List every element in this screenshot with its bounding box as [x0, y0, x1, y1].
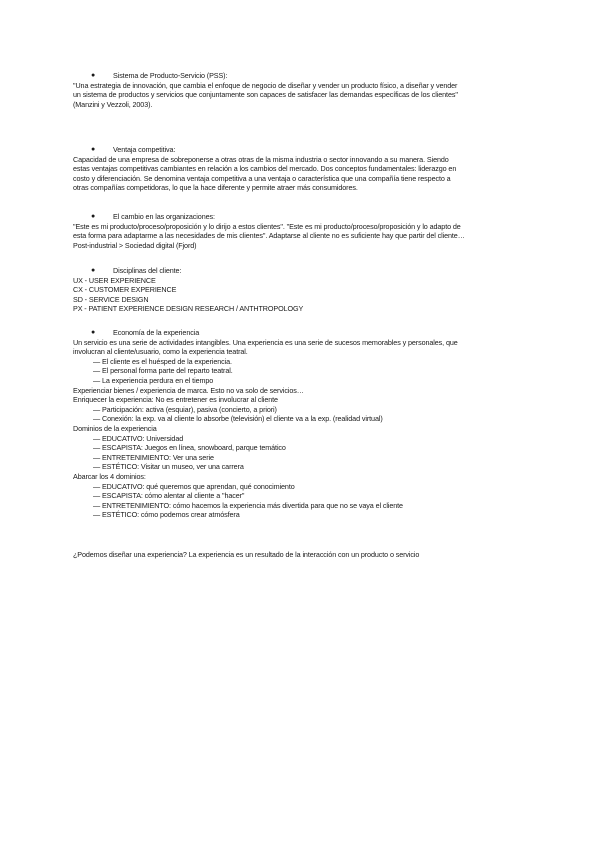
economia-heading: ● Economía de la experiencia: [91, 328, 200, 337]
pss-heading: ● Sistema de Producto-Servicio (PSS):: [91, 71, 228, 80]
enriquecer-heading: Enriquecer la experiencia: No es entretener es involucrar al cliente: [73, 395, 278, 405]
abarcar-heading: Abarcar los 4 dominios:: [73, 471, 146, 481]
pss-line: (Manzini y Vezzoli, 2003).: [73, 99, 153, 109]
final-question: ¿Podemos diseñar una experiencia? La experiencia es un resultado de la interacción con un producto o servicio: [73, 550, 420, 559]
abarcar-item: — EDUCATIVO: qué queremos que aprendan, qué conocimiento: [93, 481, 295, 491]
ventaja-line: costo y diferenciación. Se denomina ventaja competitiva a una ventaja o característica que una compañía tiene respecto a: [73, 173, 451, 183]
economia-marca: Experienciar bienes / experiencia de marca. Esto no va solo de servicios…: [73, 385, 304, 395]
disciplinas-heading: ● Disciplinas del cliente:: [91, 266, 182, 275]
enriquecer-item: — Participación: activa (esquiar), pasiva (concierto, a priori): [93, 404, 277, 414]
abarcar-item: — ESCAPISTA: cómo alentar al cliente a "hacer": [93, 491, 245, 501]
ventaja-line: otras compañías competidoras, lo que la hace diferente y permite atraer más consumidores.: [73, 183, 358, 193]
cambio-heading: ● El cambio en las organizaciones:: [91, 212, 215, 221]
cambio-line: esta forma para adaptarme a las necesidades de mis clientes". Adaptarse al cliente no es suficiente hay que partir del cliente…: [73, 231, 465, 241]
ventaja-line: Capacidad de una empresa de sobreponerse a otras otras de la misma industria o sector innovando a su manera. Siendo: [73, 154, 449, 164]
cambio-line: Post-industrial > Sociedad digital (Fjord): [73, 240, 197, 250]
enriquecer-item: — Conexión: la exp. va al cliente lo absorbe (televisión) el cliente va a la exp. (realidad virtual): [93, 414, 383, 424]
pss-line: "Una estrategia de innovación, que cambia el enfoque de negocio de diseñar y vender un producto físico, a diseñar y vender: [73, 80, 458, 90]
economia-sub-item: — La experiencia perdura en el tiempo: [93, 375, 214, 385]
section-ventaja: [73, 145, 531, 193]
economia-sub-item: — El cliente es el huésped de la experiencia.: [93, 356, 232, 366]
bullet-icon: ●: [91, 72, 96, 79]
bullet-icon: ●: [91, 329, 96, 336]
bullet-icon: ●: [91, 267, 96, 274]
disciplina-item: UX - USER EXPERIENCE: [73, 275, 156, 285]
cambio-line: "Este es mi producto/proceso/proposición y lo dirijo a estos clientes". "Este es mi producto/proceso/proposición y lo adapto de: [73, 221, 461, 231]
economia-sub-item: — El personal forma parte del reparto teatral.: [93, 366, 233, 376]
dominios-heading: Dominios de la experiencia: [73, 423, 157, 433]
disciplina-item: CX - CUSTOMER EXPERIENCE: [73, 285, 177, 295]
ventaja-heading: ● Ventaja competitiva:: [91, 145, 176, 154]
abarcar-item: — ESTÉTICO: cómo podemos crear atmósfera: [93, 510, 240, 520]
dominio-item: — ESTÉTICO: Visitar un museo, ver una carrera: [93, 462, 244, 472]
economia-intro: involucran al cliente/usuario, como la experiencia teatral.: [73, 347, 248, 357]
dominio-item: — ENTRETENIMIENTO: Ver una serie: [93, 452, 214, 462]
bullet-icon: ●: [91, 213, 96, 220]
section-final: [73, 550, 531, 560]
disciplina-item: SD - SERVICE DESIGN: [73, 294, 149, 304]
economia-intro: Un servicio es una serie de actividades intangibles. Una experiencia es una serie de sucesos memorables y personales, que: [73, 337, 458, 347]
disciplina-item: PX - PATIENT EXPERIENCE DESIGN RESEARCH / ANTHTROPOLOGY: [73, 304, 304, 314]
section-pss: [73, 71, 531, 109]
dominio-item: — ESCAPISTA: Juegos en línea, snowboard, parque temático: [93, 443, 286, 453]
abarcar-item: — ENTRETENIMIENTO: cómo hacemos la experiencia más divertida para que no se vaya el cliente: [93, 500, 403, 510]
section-cambio: [73, 212, 531, 250]
section-disciplinas: [73, 266, 531, 314]
ventaja-line: estas ventajas competitivas cambiantes en relación a los cambios del mercado. Dos conceptos fundamentales: liderazgo en: [73, 164, 457, 174]
section-economia: [73, 328, 531, 520]
dominio-item: — EDUCATIVO: Universidad: [93, 433, 184, 443]
pss-line: un sistema de productos y servicios que conjuntamente son capaces de satisfacer las demandas específicas de los clientes": [73, 90, 458, 100]
bullet-icon: ●: [91, 146, 96, 153]
